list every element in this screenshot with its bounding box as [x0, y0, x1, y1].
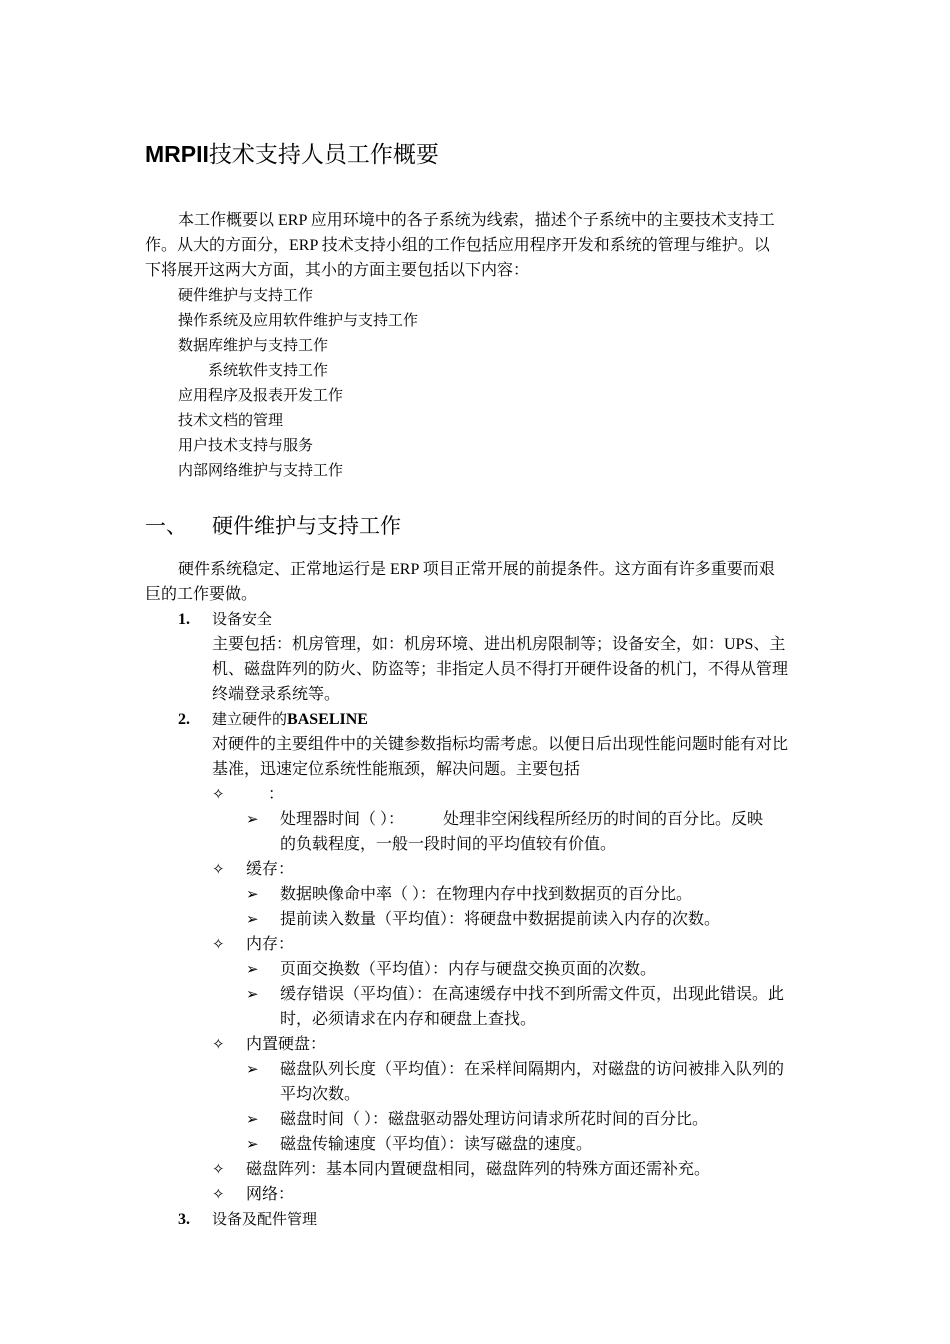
bullet-label: 缓存：: [246, 861, 295, 878]
arrow-bullet-icon: ➢: [246, 1135, 259, 1153]
sub-bullet-text: 磁盘队列长度（平均值）：在采样间隔期内，对磁盘的访问被排入队列的: [280, 1061, 785, 1078]
toc-item: 硬件维护与支持工作: [178, 286, 314, 304]
item-title-en: BASELINE: [287, 711, 368, 728]
toc-item: 技术文档的管理: [178, 411, 284, 429]
item-text-line: 机、磁盘阵列的防火、防盗等；非指定人员不得打开硬件设备的机门，不得从管理: [212, 661, 789, 678]
item-number: 2.: [178, 711, 190, 728]
item-title: 设备及配件管理: [212, 1210, 318, 1228]
toc-item: 内部网络维护与支持工作: [178, 461, 344, 479]
sub-bullet-text: 平均次数。: [280, 1086, 361, 1103]
bullet-label: 内置硬盘：: [246, 1036, 327, 1053]
arrow-bullet-icon: ➢: [246, 885, 259, 903]
diamond-bullet-icon: ✧: [212, 785, 225, 803]
item-title-cn: 建立硬件的: [212, 710, 288, 728]
bullet-label: 磁盘阵列：基本同内置硬盘相同，磁盘阵列的特殊方面还需补充。: [246, 1161, 711, 1178]
diamond-bullet-icon: ✧: [212, 860, 225, 878]
item-number: 1.: [178, 611, 190, 628]
section-para-line-1: 硬件系统稳定、正常地运行是 ERP 项目正常开展的前提条件。这方面有许多重要而艰: [178, 561, 775, 578]
diamond-bullet-icon: ✧: [212, 1035, 225, 1053]
intro-line-1: 本工作概要以 ERP 应用环境中的各子系统为线索，描述个子系统中的主要技术支持工: [178, 212, 775, 229]
toc-item: 应用程序及报表开发工作: [178, 386, 344, 404]
item-text-line: 对硬件的主要组件中的关键参数指标均需考虑。以便日后出现性能问题时能有对比: [212, 736, 789, 753]
section-heading: 硬件维护与支持工作: [212, 514, 401, 538]
section-para-line-2: 巨的工作要做。: [145, 586, 258, 603]
section-number: 一、: [145, 514, 187, 538]
sub-bullet-text: 的负载程度，一般一段时间的平均值较有价值。: [280, 836, 617, 853]
arrow-bullet-icon: ➢: [246, 985, 259, 1003]
item-text-line: 基准，迅速定位系统性能瓶颈，解决问题。主要包括: [212, 761, 581, 778]
sub-bullet-text: 处理器时间（ ）：: [280, 811, 405, 828]
intro-line-2: 作。从大的方面分，ERP 技术支持小组的工作包括应用程序开发和系统的管理与维护。以: [145, 237, 770, 254]
toc-item: 数据库维护与支持工作: [178, 336, 329, 354]
sub-bullet-text: 提前读入数量（平均值）：将硬盘中数据提前读入内存的次数。: [280, 911, 721, 928]
intro-line-3: 下将展开这两大方面，其小的方面主要包括以下内容：: [145, 262, 530, 279]
sub-bullet-text: 磁盘传输速度（平均值）：读写磁盘的速度。: [280, 1136, 593, 1153]
sub-bullet-text: 时，必须请求在内存和硬盘上查找。: [280, 1011, 537, 1028]
bullet-label: ：: [268, 786, 285, 803]
sub-bullet-text: 处理非空闲线程所经历的时间的百分比。反映: [443, 811, 764, 828]
sub-bullet-text: 页面交换数（平均值）：内存与硬盘交换页面的次数。: [280, 961, 657, 978]
arrow-bullet-icon: ➢: [246, 960, 259, 978]
page-title-text: 技术支持人员工作概要: [208, 142, 439, 168]
sub-bullet-text: 数据映像命中率（ ）：在物理内存中找到数据页的百分比。: [280, 886, 693, 903]
toc-item: 操作系统及应用软件维护与支持工作: [178, 311, 419, 329]
page-title: [145, 139, 439, 170]
arrow-bullet-icon: ➢: [246, 1060, 259, 1078]
item-text-line: 终端登录系统等。: [212, 686, 341, 703]
arrow-bullet-icon: ➢: [246, 810, 259, 828]
sub-bullet-text: 缓存错误（平均值）：在高速缓存中找不到所需文件页，出现此错误。此: [280, 986, 785, 1003]
toc-item: 系统软件支持工作: [208, 361, 329, 379]
item-text-line: 主要包括：机房管理，如：机房环境、进出机房限制等；设备安全，如：UPS、主: [212, 636, 786, 653]
item-title: [212, 707, 368, 732]
bullet-label: 内存：: [246, 936, 295, 953]
bullet-label: 网络：: [246, 1186, 295, 1203]
page-title-prefix: MRPII: [145, 141, 209, 167]
arrow-bullet-icon: ➢: [246, 910, 259, 928]
diamond-bullet-icon: ✧: [212, 1185, 225, 1203]
arrow-bullet-icon: ➢: [246, 1110, 259, 1128]
sub-bullet-text: 磁盘时间（ ）：磁盘驱动器处理访问请求所花时间的百分比。: [280, 1111, 709, 1128]
diamond-bullet-icon: ✧: [212, 1160, 225, 1178]
item-number: 3.: [178, 1211, 190, 1228]
diamond-bullet-icon: ✧: [212, 935, 225, 953]
item-title: 设备安全: [212, 610, 273, 628]
toc-item: 用户技术支持与服务: [178, 436, 314, 454]
